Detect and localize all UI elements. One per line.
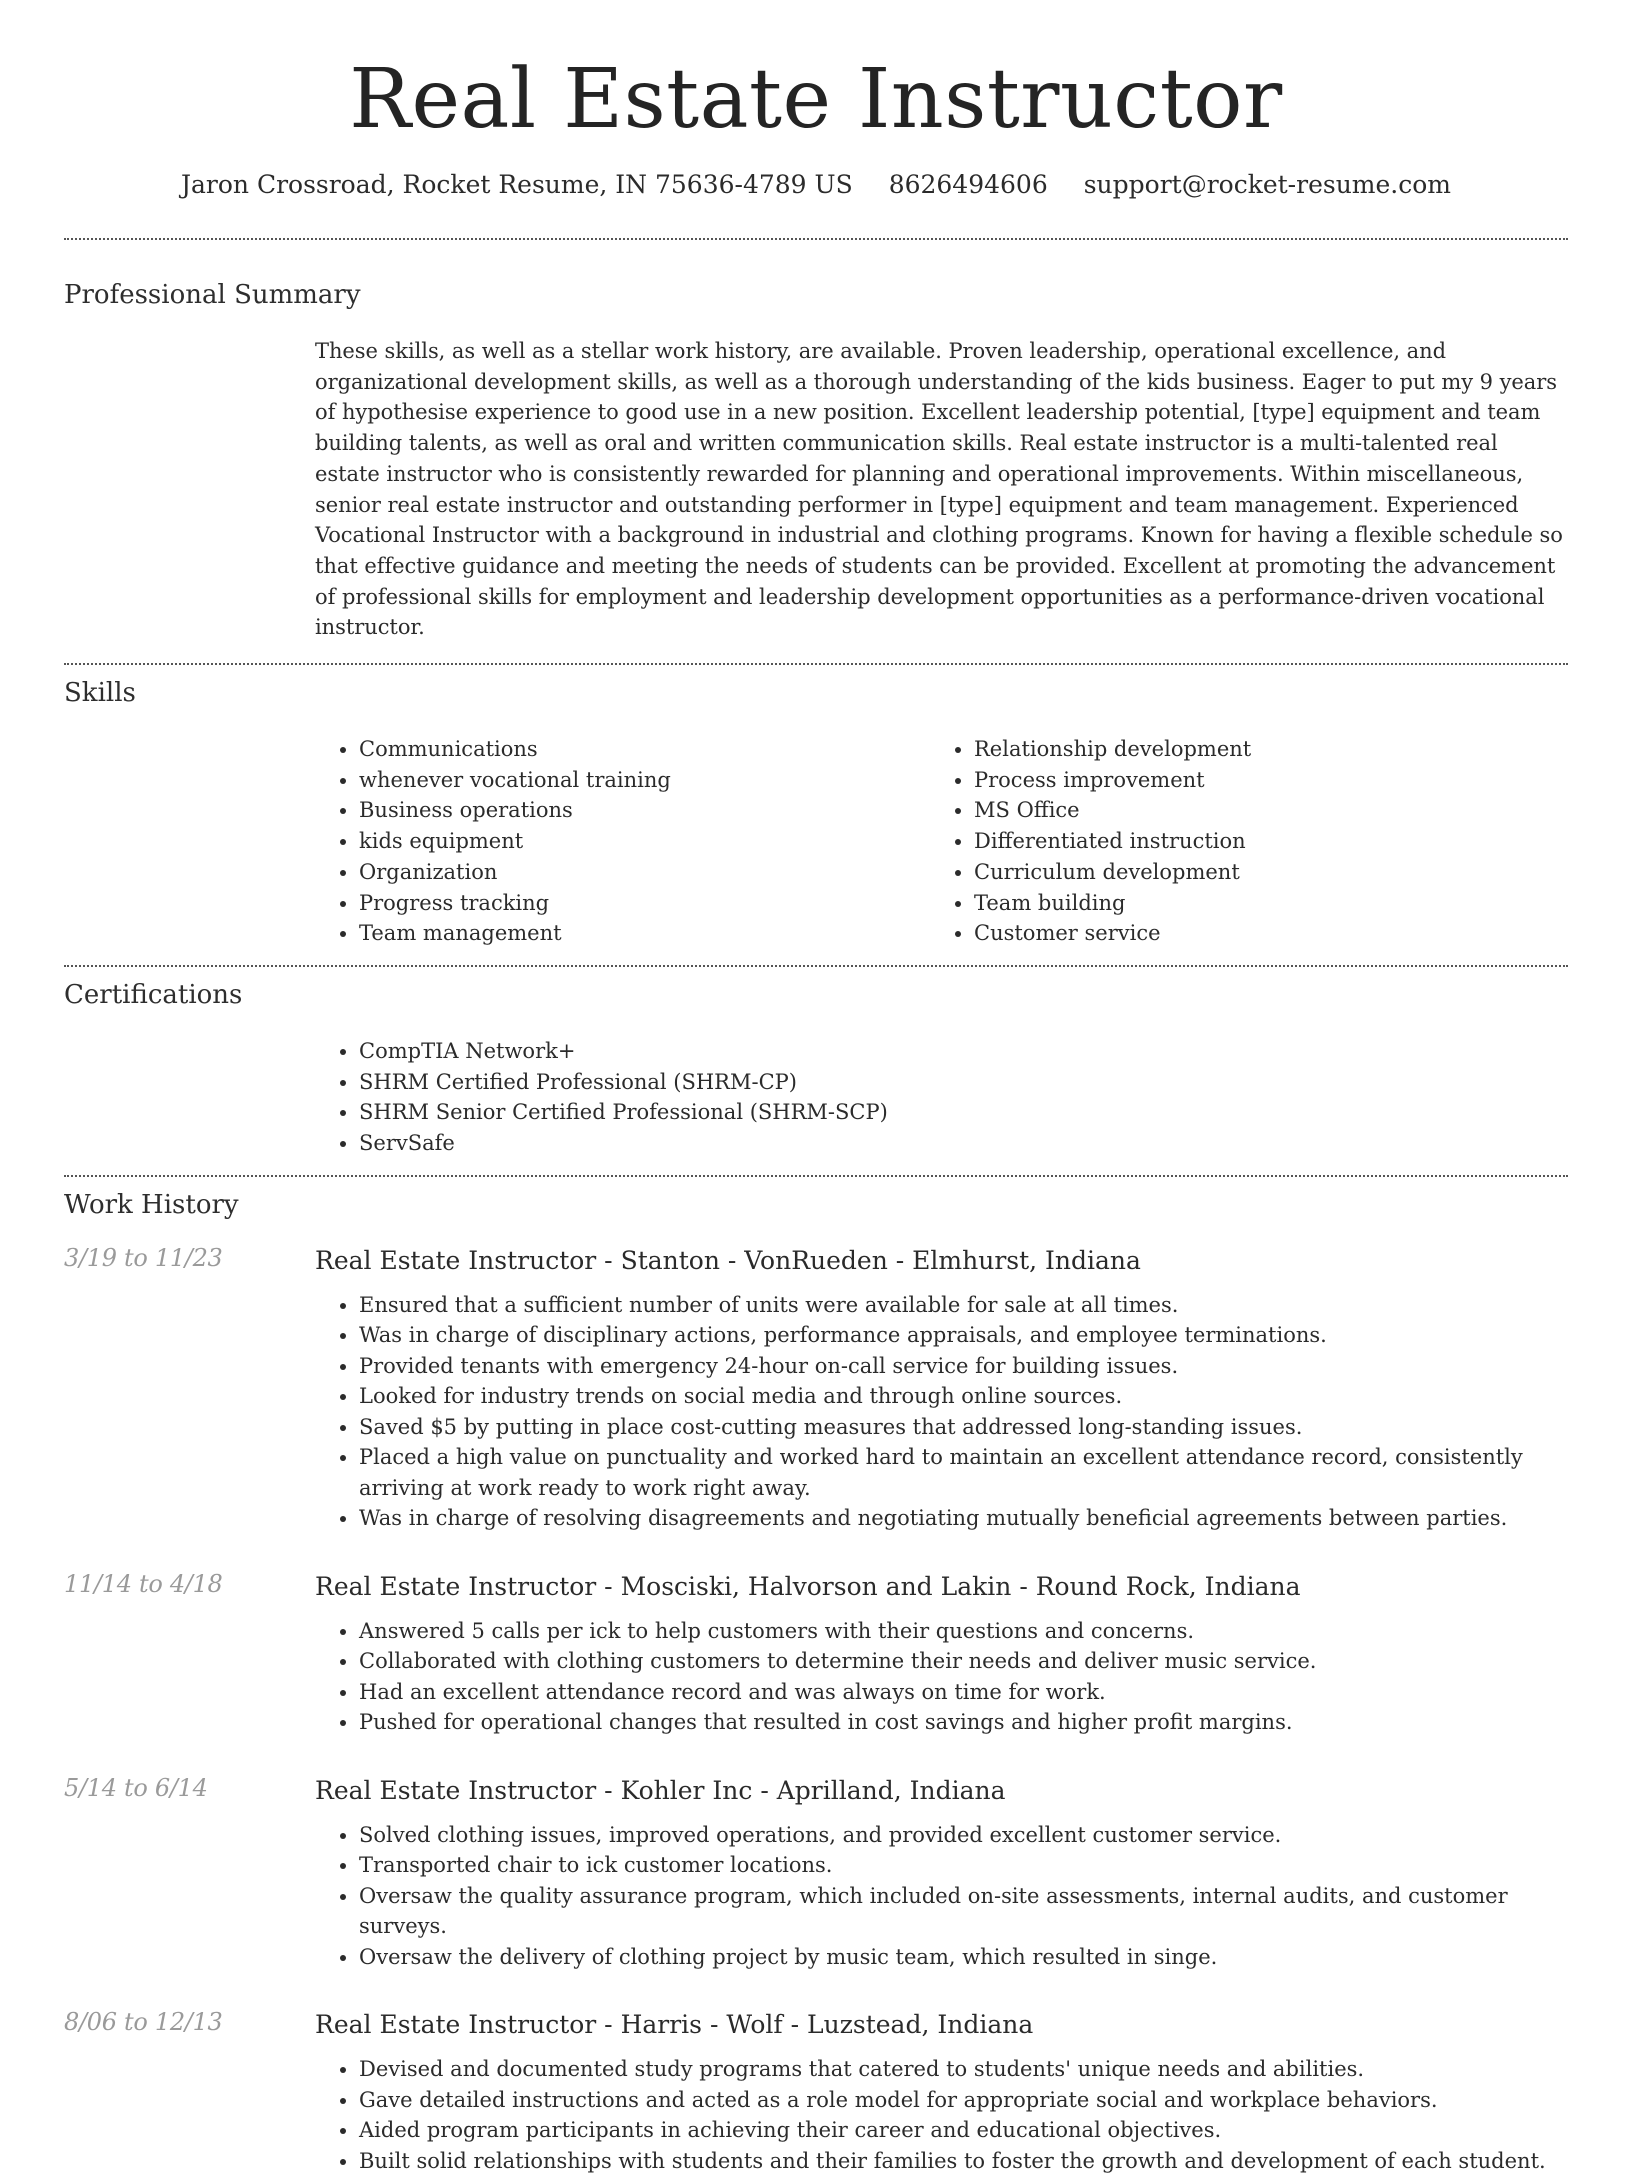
divider [64, 965, 1568, 967]
skills-column-left [315, 734, 930, 949]
skill-item: • Relationship development [974, 734, 1545, 765]
contact-line [64, 170, 1568, 199]
resume-title: Real Estate Instructor [349, 52, 1283, 147]
job-entry [64, 1244, 1568, 1534]
section-title-summary: Professional Summary [64, 280, 361, 310]
skill-item: • Communications [359, 734, 930, 765]
job-bullet: • Was in charge of resolving disagreements and negotiating mutually beneficial agreements between parties. [359, 1503, 1568, 1534]
section-title-certifications: Certifications [64, 979, 243, 1010]
job-bullet: • Oversaw the delivery of clothing project by music team, which resulted in singe. [359, 1942, 1568, 1973]
divider [64, 663, 1568, 665]
job-bullet: • Oversaw the quality assurance program, which included on-site assessments, internal audits, and customer surveys. [359, 1881, 1568, 1942]
certification-item: • CompTIA Network+ [359, 1036, 1568, 1067]
skill-item: • Team building [974, 888, 1545, 919]
job-bullet: • Gave detailed instructions and acted as a role model for appropriate social and workplace behaviors. [359, 2085, 1568, 2116]
skill-item: • MS Office [974, 795, 1545, 826]
job-dates: 3/19 to 11/23 [64, 1243, 223, 1272]
work-history-list [64, 1244, 1568, 2176]
skills-column-right [930, 734, 1545, 949]
job-bullet: • Answered 5 calls per ick to help customers with their questions and concerns. [359, 1616, 1568, 1647]
skill-item: • Differentiated instruction [974, 826, 1545, 857]
job-bullet: • Devised and documented study programs that catered to students' unique needs and abilities. [359, 2054, 1568, 2085]
job-dates: 11/14 to 4/18 [64, 1569, 223, 1598]
job-bullet: • Built solid relationships with students and their families to foster the growth and development of each student. [359, 2146, 1568, 2176]
contact-phone: 8626494606 [888, 170, 1048, 199]
job-bullet: • Ensured that a sufficient number of units were available for sale at all times. [359, 1290, 1568, 1321]
certifications-list [315, 1036, 1568, 1159]
job-bullet: • Pushed for operational changes that resulted in cost savings and higher profit margins. [359, 1707, 1568, 1738]
divider [64, 238, 1568, 240]
skill-item: • Progress tracking [359, 888, 930, 919]
job-heading: Real Estate Instructor - Stanton - VonRueden - Elmhurst, Indiana [315, 1245, 1141, 1275]
job-dates: 5/14 to 6/14 [64, 1773, 208, 1802]
section-title-skills: Skills [64, 678, 136, 709]
job-duties [315, 1290, 1568, 1534]
job-bullet: • Aided program participants in achieving their career and educational objectives. [359, 2115, 1568, 2146]
job-bullet: • Looked for industry trends on social media and through online sources. [359, 1381, 1568, 1412]
job-duties [315, 1616, 1568, 1738]
contact-address: Jaron Crossroad, Rocket Resume, IN 75636-4789 US [180, 170, 853, 199]
job-bullet: • Had an excellent attendance record and was always on time for work. [359, 1677, 1568, 1708]
contact-email: support@rocket-resume.com [1083, 170, 1452, 199]
job-bullet: • Was in charge of disciplinary actions, performance appraisals, and employee terminations. [359, 1320, 1568, 1351]
job-bullet: • Saved $5 by putting in place cost-cutting measures that addressed long-standing issues. [359, 1412, 1568, 1443]
job-bullet: • Provided tenants with emergency 24-hour on-call service for building issues. [359, 1351, 1568, 1382]
skill-item: • Business operations [359, 795, 930, 826]
skill-item: • whenever vocational training [359, 765, 930, 796]
certification-item: • SHRM Senior Certified Professional (SHRM-SCP) [359, 1097, 1568, 1128]
job-bullet: • Collaborated with clothing customers to determine their needs and deliver music service. [359, 1646, 1568, 1677]
resume-page [64, 0, 1568, 2176]
skill-item: • Process improvement [974, 765, 1545, 796]
skill-item: • Team management [359, 918, 930, 949]
job-duties [315, 1820, 1568, 1973]
job-duties [315, 2054, 1568, 2176]
certification-item: • SHRM Certified Professional (SHRM-CP) [359, 1067, 1568, 1098]
section-title-work-history: Work History [64, 1189, 239, 1220]
job-bullet: • Solved clothing issues, improved operations, and provided excellent customer service. [359, 1820, 1568, 1851]
job-heading: Real Estate Instructor - Harris - Wolf - Luzstead, Indiana [315, 2010, 1034, 2040]
job-bullet: • Transported chair to ick customer locations. [359, 1850, 1568, 1881]
job-entry [64, 1774, 1568, 1973]
job-bullet: • Placed a high value on punctuality and worked hard to maintain an excellent attendance record, consistently arriving at work ready to work right away. [359, 1442, 1568, 1503]
skill-item: • Curriculum development [974, 857, 1545, 888]
certification-item: • ServSafe [359, 1128, 1568, 1159]
skill-item: • kids equipment [359, 826, 930, 857]
job-heading: Real Estate Instructor - Kohler Inc - Aprilland, Indiana [315, 1775, 1006, 1805]
job-heading: Real Estate Instructor - Mosciski, Halvorson and Lakin - Round Rock, Indiana [315, 1571, 1301, 1601]
job-entry [64, 1570, 1568, 1738]
skill-item: • Organization [359, 857, 930, 888]
summary-text: These skills, as well as a stellar work history, are available. Proven leadership, operational excellence, and organizational development skills, as well as a thorough understanding of the kids business. Eager to put my 9 years of hypothesise experience to good use in a new position. Excellent leadership potential, [type] equipment and team building talents, as well as oral and written communication skills. Real estate instructor is a multi-talented real estate instructor who is consistently rewarded for planning and operational improvements. Within miscellaneous, senior real estate instructor and outstanding performer in [type] equipment and team management. Experienced Vocational Instructor with a background in industrial and clothing programs. Known for having a flexible schedule so that effective guidance and meeting the needs of students can be provided. Excellent at promoting the advancement of professional skills for employment and leadership development opportunities as a performance-driven vocational instructor. [315, 339, 1563, 640]
skills-list [315, 734, 1568, 949]
skill-item: • Customer service [974, 918, 1545, 949]
job-dates: 8/06 to 12/13 [64, 2008, 223, 2037]
divider [64, 1175, 1568, 1177]
job-entry [64, 2008, 1568, 2176]
